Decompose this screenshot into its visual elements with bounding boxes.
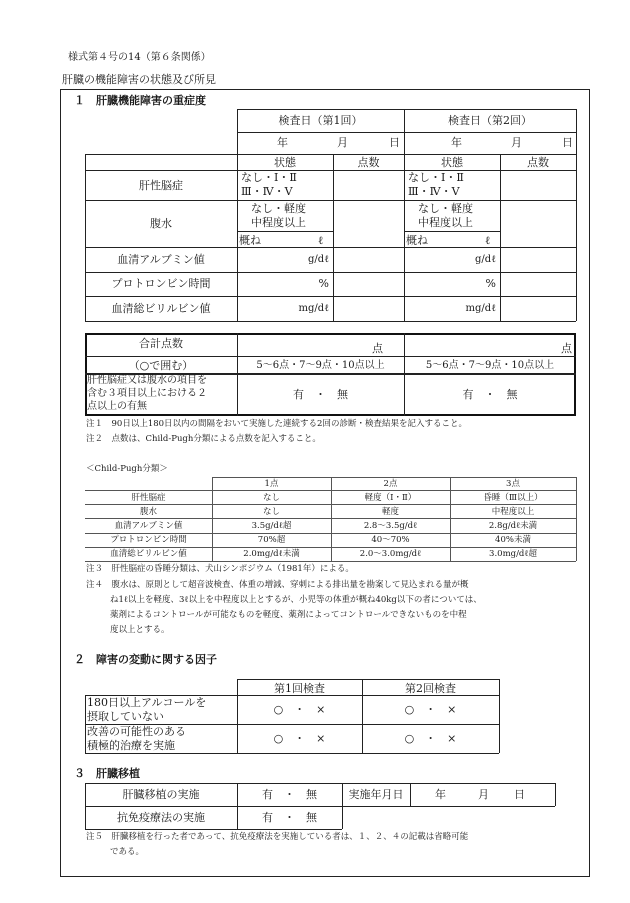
- exam2-albumin-unit: g/dℓ: [475, 254, 496, 265]
- form-number: 様式第４号の14（第６条関係）: [68, 52, 211, 63]
- section2-heading: ２ 障害の変動に関する因子: [74, 653, 217, 666]
- child-pugh-caption: ＜Child-Pugh分類＞: [86, 464, 168, 474]
- transplant-date-label: 実施年月日: [348, 788, 404, 801]
- ascites-label: 腹水: [150, 217, 172, 230]
- note-3: 注３ 肝性脳症の昏睡分類は、犬山シンポジウム（1981年）による。: [86, 564, 354, 574]
- cp-cell: 2.8～3.5g/dℓ: [363, 521, 418, 531]
- alcohol-line1: 180日以上アルコールを: [87, 696, 207, 709]
- transplant-month: 月: [478, 788, 489, 801]
- two-items-line1: 肝性脳症又は腹水の項目を: [87, 375, 207, 386]
- exam1-encephalopathy-opt2[interactable]: Ⅲ・Ⅳ・Ⅴ: [241, 185, 293, 198]
- exam1-bilirubin-unit: mg/dℓ: [298, 303, 329, 314]
- treatment-exam2-choice[interactable]: ○ ・ ×: [404, 732, 457, 745]
- exam1-albumin-unit: g/dℓ: [308, 254, 329, 265]
- exam1-state-header: 状態: [274, 156, 296, 169]
- exam2-ascites-opt1[interactable]: なし・軽度: [418, 202, 473, 215]
- cp-cell: 2.0mg/dℓ未満: [243, 549, 300, 559]
- cp-header-3: 3点: [506, 479, 520, 489]
- note-4-line2: ね1ℓ以上を軽度、3ℓ以上を中程度以上とするが、小児等の体重が概ね40kg以下の者については、: [110, 595, 482, 605]
- note-5-line1: 注５ 肝臓移植を行った者であって、抗免疫療法を実施している者は、１、２、４の記載は省略可能: [86, 832, 469, 842]
- exam1-yes-no[interactable]: 有 ・ 無: [293, 388, 348, 401]
- cp-cell: 軽度（Ⅰ・Ⅱ）: [364, 493, 417, 503]
- exam1-year: 年: [277, 136, 288, 149]
- encephalopathy-label: 肝性脳症: [139, 179, 183, 192]
- transplant-day: 日: [514, 788, 525, 801]
- cp-header-1: 1点: [264, 479, 279, 489]
- note-2: 注２ 点数は、Child-Pugh分類による点数を記入すること。: [86, 434, 321, 444]
- note-4-line4: 度以上とする。: [110, 625, 170, 635]
- exam2-header: 検査日（第2回）: [448, 114, 532, 127]
- exam2-total-unit: 点: [561, 342, 572, 355]
- note-5-line2: である。: [110, 847, 145, 857]
- cp-cell: 3.0mg/dℓ超: [489, 549, 537, 559]
- exam2-ascites-approx: 概ね: [406, 234, 428, 247]
- exam1-encephalopathy-opt1[interactable]: なし・Ⅰ・Ⅱ: [241, 171, 297, 184]
- cp-row-label: 血清総ビリルビン値: [110, 549, 187, 559]
- cp-header-2: 2点: [383, 479, 398, 489]
- two-items-line2: 含む３項目以上における２: [87, 388, 207, 399]
- treatment-line2: 積極的治療を実施: [87, 739, 175, 752]
- exam2-ascites-opt2[interactable]: 中程度以上: [418, 216, 473, 229]
- cp-cell: 昏睡（Ⅲ以上）: [483, 493, 543, 503]
- immuno-label: 抗免疫療法の実施: [117, 811, 205, 824]
- cp-cell: 軽度: [381, 507, 399, 517]
- exam2-state-header: 状態: [441, 156, 463, 169]
- albumin-label: 血清アルブミン値: [117, 253, 205, 266]
- exam1-month: 月: [337, 136, 348, 149]
- exam1-header: 検査日（第1回）: [278, 114, 363, 127]
- section1-heading: １ 肝臓機能障害の重症度: [74, 94, 206, 107]
- transplant-yes-no[interactable]: 有 ・ 無: [262, 788, 317, 801]
- two-items-line3: 点以上の有無: [87, 401, 147, 412]
- exam2-prothrombin-unit: %: [485, 277, 496, 290]
- note-1: 注１ 90日以上180日以内の間隔をおいて実施した連続する2回の診断・検査結果を記入すること。: [86, 419, 467, 429]
- cp-cell: 70%超: [257, 535, 286, 545]
- prothrombin-label: プロトロンビン時間: [111, 277, 211, 290]
- cp-row-label: 腹水: [139, 507, 157, 517]
- factors-col1-header: 第1回検査: [274, 682, 325, 695]
- exam2-bilirubin-unit: mg/dℓ: [465, 303, 496, 314]
- exam1-ascites-opt2[interactable]: 中程度以上: [251, 216, 306, 229]
- cp-row-label: プロトロンビン時間: [110, 535, 187, 545]
- exam1-ascites-approx: 概ね: [239, 234, 261, 247]
- cp-row-label: 肝性脳症: [131, 493, 166, 503]
- alcohol-line2: 摂取していない: [87, 710, 164, 723]
- exam2-score-ranges[interactable]: 5～6点・7～9点・10点以上: [425, 360, 555, 371]
- exam1-day: 日: [389, 136, 400, 149]
- treatment-line1: 改善の可能性のある: [87, 725, 186, 738]
- exam2-day: 日: [562, 136, 573, 149]
- exam2-encephalopathy-opt2[interactable]: Ⅲ・Ⅳ・Ⅴ: [408, 185, 460, 198]
- treatment-exam1-choice[interactable]: ○ ・ ×: [273, 732, 326, 745]
- exam1-ascites-opt1[interactable]: なし・軽度: [251, 202, 306, 215]
- exam1-total-unit: 点: [372, 342, 383, 355]
- total-label: 合計点数: [139, 337, 183, 350]
- section3-heading: ３ 肝臓移植: [74, 767, 140, 780]
- alcohol-exam2-choice[interactable]: ○ ・ ×: [404, 703, 457, 716]
- cp-cell: なし: [262, 507, 280, 517]
- exam1-score-header: 点数: [357, 156, 380, 169]
- note-4-line1: 注４ 腹水は、原則として超音波検査、体重の増減、穿刺による排出量を勘案して見込まれる量が概: [86, 580, 469, 590]
- cp-cell: 3.5g/dℓ超: [251, 521, 292, 531]
- cp-cell: 2.8g/dℓ未満: [488, 521, 538, 531]
- cp-cell: なし: [262, 493, 280, 503]
- exam1-prothrombin-unit: %: [318, 277, 329, 290]
- cp-cell: 40～70%: [371, 535, 410, 545]
- page-title: 肝臓の機能障害の状態及び所見: [62, 73, 216, 86]
- exam2-score-header: 点数: [527, 156, 549, 169]
- exam2-yes-no[interactable]: 有 ・ 無: [462, 388, 518, 401]
- cp-cell: 40%未満: [495, 535, 531, 545]
- cp-cell: 2.0～3.0mg/dℓ: [359, 549, 422, 559]
- circle-instruction: （○で囲む）: [128, 359, 194, 372]
- transplant-year: 年: [435, 788, 446, 801]
- exam2-year: 年: [451, 136, 462, 149]
- exam2-month: 月: [511, 136, 522, 149]
- note-4-line3: 薬剤によるコントロールが可能なものを軽度、薬剤によってコントロールできないものを中程: [110, 610, 467, 620]
- transplant-label: 肝臓移植の実施: [122, 788, 200, 801]
- cp-cell: 中程度以上: [491, 507, 535, 517]
- factors-col2-header: 第2回検査: [405, 682, 456, 695]
- exam1-score-ranges[interactable]: 5～6点・7～9点・10点以上: [256, 360, 385, 371]
- exam1-ascites-unit: ℓ: [318, 234, 324, 247]
- bilirubin-label: 血清総ビリルビン値: [111, 302, 211, 315]
- exam2-encephalopathy-opt1[interactable]: なし・Ⅰ・Ⅱ: [408, 171, 464, 184]
- cp-row-label: 血清アルブミン値: [114, 521, 183, 531]
- alcohol-exam1-choice[interactable]: ○ ・ ×: [273, 703, 326, 716]
- exam2-ascites-unit: ℓ: [485, 234, 491, 247]
- immuno-yes-no[interactable]: 有 ・ 無: [262, 811, 317, 824]
